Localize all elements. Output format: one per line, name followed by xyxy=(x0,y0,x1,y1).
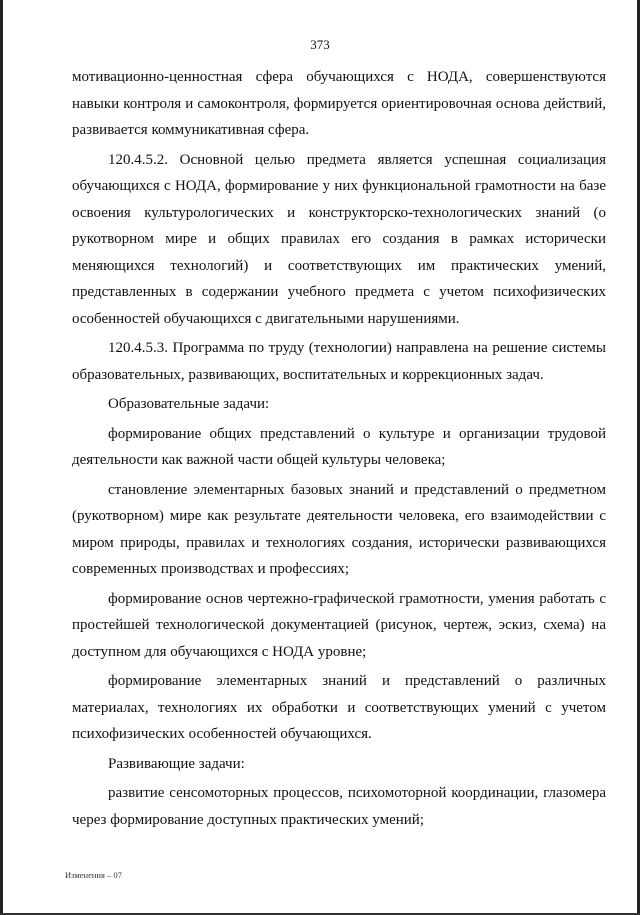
paragraph-4: Образовательные задачи: xyxy=(108,396,270,412)
paragraph-3: 120.4.5.3. Программа по труду (технологии) направлена на решение системы образовательных, развивающих, воспитательных и коррекционных задач. xyxy=(72,340,606,383)
paragraph-10: развитие сенсомоторных процессов, психомоторной координации, глазомера через формирование доступных практических умений; xyxy=(72,785,606,828)
page-number: 373 xyxy=(310,37,330,52)
paragraph-2: 120.4.5.2. Основной целью предмета является успешная социализация обучающихся с НОДА, формирование у них функциональной грамотности на базе освоения культурологических и конструкторско-технологических знаний (о рукотворном мире и общих правилах его создания в рамках исторически меняющихся технологий) и соответствующих им практических умений, представленных в содержании учебного предмета с учетом психофизических особенностей обучающихся с двигательными нарушениями. xyxy=(72,151,606,327)
paragraph-8: формирование элементарных знаний и представлений о различных материалах, технологиях их обработки и соответствующих умений с учетом психофизических особенностей обучающихся. xyxy=(72,673,606,742)
paragraph-9: Развивающие задачи: xyxy=(108,755,245,772)
paragraph-6: становление элементарных базовых знаний и представлений о предметном (рукотворном) мире как результате деятельности человека, его взаимодействии с миром природы, правилах и технологиях создания, исторически развивающихся современных производствах и профессиях; xyxy=(72,481,606,577)
paragraph-7: формирование основ чертежно-графической грамотности, умения работать с простейшей технологической документацией (рисунок, чертеж, эскиз, схема) на доступном для обучающихся с НОДА уровне; xyxy=(72,590,606,660)
paragraph-5: формирование общих представлений о культуре и организации трудовой деятельности как важной части общей культуры человека; xyxy=(72,425,606,468)
footer-note: Изменения – 07 xyxy=(65,870,122,880)
document-body xyxy=(72,64,606,833)
page-edge-left xyxy=(0,0,3,915)
paragraph-1: мотивационно-ценностная сфера обучающихся с НОДА, совершенствуются навыки контроля и самоконтроля, формируется ориентировочная основа действий, развивается коммуникативная сфера. xyxy=(72,69,606,138)
